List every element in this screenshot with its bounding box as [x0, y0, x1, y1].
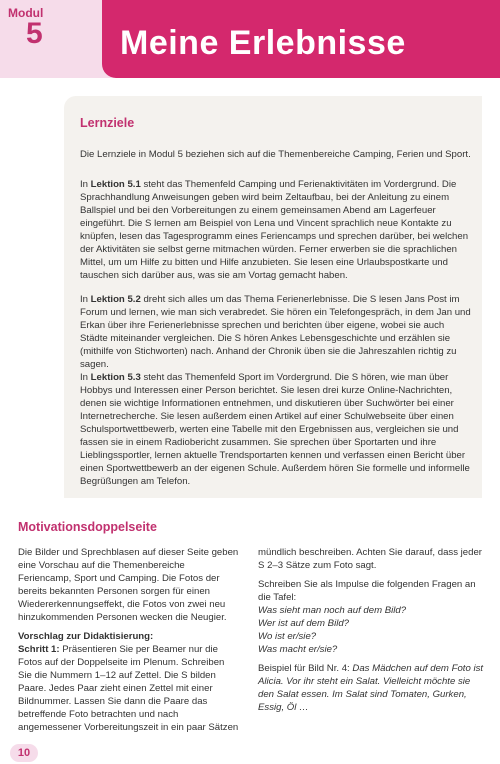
- lektion-label: Lektion 5.1: [90, 179, 141, 190]
- lektion-text: steht das Themenfeld Sport im Vordergrund. Die S hören, wie man über Hobbys und Interessen einer Person berichtet. Sie lesen drei kurze Online-Nachrichten, denen sie wichtige Informationen entnehmen, und diskutieren über Suchwörter bei einer Internetrecherche. Sie lesen außerdem einen Artikel auf einer Schulwebseite über einen Schulsportwettbewerb, werten eine Tabelle mit den Ergebnissen aus, vergleichen sie und fassen sie in einem Radiobericht zusammen. Sie sprechen über Sportarten und ihre Lieblingssportler, lernen aktuelle Trendsportarten kennen und verfassen einen Bericht über einen Sportwettbewerb an der eigenen Schule. Außerdem hören Sie formelle und informelle Begrüßungen am Telefon.: [80, 372, 470, 487]
- lektion-text: dreht sich alles um das Thema Ferienerlebnisse. Die S lesen Jans Post im Forum und lernen, wie man sich verabredet. Sie hören ein Telefongespräch, in dem Jan und Erkan über ihre Ferienerlebnisse sprechen und berichten über eigene, wobei sie auch Städte miteinander vergleichen. Die S hören Ankes Lebensgeschichte und erzählen sie (mithilfe von Stichworten) nach. Anhand der Chronik üben sie die Jahreszahlen richtig zu sagen.: [80, 294, 471, 370]
- page-title: Meine Erlebnisse: [120, 24, 406, 62]
- motivation-heading: Motivationsdoppelseite: [18, 520, 157, 534]
- impulse-question: Wo ist er/sie?: [258, 631, 317, 642]
- beispiel-label: Beispiel für Bild Nr. 4:: [258, 663, 353, 674]
- lernziele-panel: [64, 96, 482, 498]
- title-banner: [102, 0, 500, 78]
- lektion-text: steht das Themenfeld Camping und Ferienaktivitäten im Vordergrund. Die Sprachhandlung Anweisungen geben wird beim Zeltaufbau, bei der Anleitung zu einem Ballspiel und bei den Vorbereitungen zu einem gemeinsamen Abend am Lagerfeuer eingeführt. Die S lernen am Beispiel von Lena und Vincent sprachlich neue Kontakte zu knüpfen, lesen das Tagesprogramm eines Feriencamps und sprechen darüber, bei welchen der Aktivitäten sie selbst gerne mitmachen würden. Ferner erwerben sie die sprachlichen Mittel, um um Hilfe zu bitten und Hilfe anzubieten. Sie lesen eine Urlaubspostkarte und tauschen sich darüber aus, was sie am Vortag gemacht haben.: [80, 179, 469, 281]
- modul-label: Modul: [8, 6, 44, 20]
- schritt-label: Schritt 1:: [18, 644, 60, 655]
- impulse-question: Was macht er/sie?: [258, 644, 338, 655]
- lektion-5-1-paragraph: In Lektion 5.1 steht das Themenfeld Camping und Ferienaktivitäten im Vordergrund. Die Sprachhandlung Anweisungen geben wird beim Zeltaufbau, bei der Anleitung zu einem Ballspiel und bei den Vorbereitungen zu einem gemeinsamen Abend am Lagerfeuer eingeführt. Die S lernen am Beispiel von Lena und Vincent sprachlich neue Kontakte zu knüpfen, lesen das Tagesprogramm eines Feriencamps und sprechen darüber, bei welchen der Aktivitäten sie selbst gerne mitmachen würden. Ferner erwerben sie die sprachlichen Mittel, um um Hilfe zu bitten und Hilfe anzubieten. Sie lesen eine Urlaubspostkarte und tauschen sich darüber aus, was sie am Vortag gemacht haben.: [80, 179, 469, 281]
- motivation-intro: Die Bilder und Sprechblasen auf dieser Seite geben eine Vorschau auf die Themenbereiche Feriencamp, Sport und Camping. Die Fotos der bereits bekannten Personen sorgen für einen Wiedererkennungseffekt, die Fotos von zwei neu hinzukommenden Personen wecken die Neugier.: [18, 547, 239, 623]
- right-paragraph-2: Schreiben Sie als Impulse die folgenden Fragen an die Tafel:: [258, 579, 476, 603]
- beispiel-paragraph: [258, 662, 484, 714]
- impulse-question: Was sieht man noch auf dem Bild?: [258, 605, 407, 616]
- modul-badge: [0, 0, 62, 60]
- lektion-5-2-paragraph: In Lektion 5.2 dreht sich alles um das Thema Ferienerlebnisse. Die S lesen Jans Post im Forum und lernen, wie man sich verabredet. Sie hören ein Telefongespräch, in dem Jan und Erkan über ihre Ferienerlebnisse sprechen und berichten über eigene, wobei sie auch Städte miteinander vergleichen. Die S hören Ankes Lebensgeschichte und erzählen sie (mithilfe von Stichworten) nach. Anhand der Chronik üben sie die Jahreszahlen richtig zu sagen.: [80, 294, 471, 370]
- modul-number: 5: [26, 17, 43, 50]
- lektion-label: Lektion 5.2: [90, 294, 141, 305]
- lernziele-heading: Lernziele: [80, 116, 135, 130]
- lernziele-intro: Die Lernziele in Modul 5 beziehen sich auf die Themenbereiche Camping, Ferien und Sport.: [80, 149, 471, 160]
- didaktik-heading: Vorschlag zur Didaktisierung:: [18, 631, 154, 642]
- lektion-label: Lektion 5.3: [90, 372, 141, 383]
- schritt-1-paragraph: [18, 643, 240, 734]
- motivation-left-column: [18, 546, 240, 740]
- impulse-question: Wer ist auf dem Bild?: [258, 618, 349, 629]
- page-number: 10: [10, 744, 38, 762]
- schritt-text: Präsentieren Sie per Beamer nur die Fotos auf der Doppelseite im Plenum. Schreiben Sie die Nummern 1–12 auf Zettel. Die S bilden Paare. Jedes Paar zieht einen Zettel mit einer Bildnummer. Lassen Sie dann die Paare das betreffende Foto betrachten und nach angemessener Vorbereitungszeit in ein paar Sätzen: [18, 644, 239, 733]
- right-paragraph-1: mündlich beschreiben. Achten Sie darauf, dass jeder S 2–3 Sätze zum Foto sagt.: [258, 547, 482, 571]
- motivation-right-column: [258, 546, 484, 720]
- lektion-5-3-paragraph: In Lektion 5.3 steht das Themenfeld Sport im Vordergrund. Die S hören, wie man über Hobbys und Interessen einer Person berichtet. Sie lesen drei kurze Online-Nachrichten, denen sie wichtige Informationen entnehmen, und diskutieren über Suchwörter bei einer Internetrecherche. Sie lesen außerdem einen Artikel auf einer Schulwebseite über einen Schulsportwettbewerb, werten eine Tabelle mit den Ergebnissen aus, vergleichen sie und fassen sie in einem Radiobericht zusammen. Sie sprechen über Sportarten und ihre Lieblingssportler, lernen aktuelle Trendsportarten kennen und verfassen einen Bericht über einen Sportwettbewerb an der eigenen Schule. Außerdem hören Sie formelle und informelle Begrüßungen am Telefon.: [80, 372, 470, 487]
- beispiel-text: Das Mädchen auf dem Foto ist Alicia. Vor ihr steht ein Salat. Vielleicht möchte sie den Salat essen. Im Salat sind Tomaten, Gurken, Essig, Öl …: [258, 663, 484, 713]
